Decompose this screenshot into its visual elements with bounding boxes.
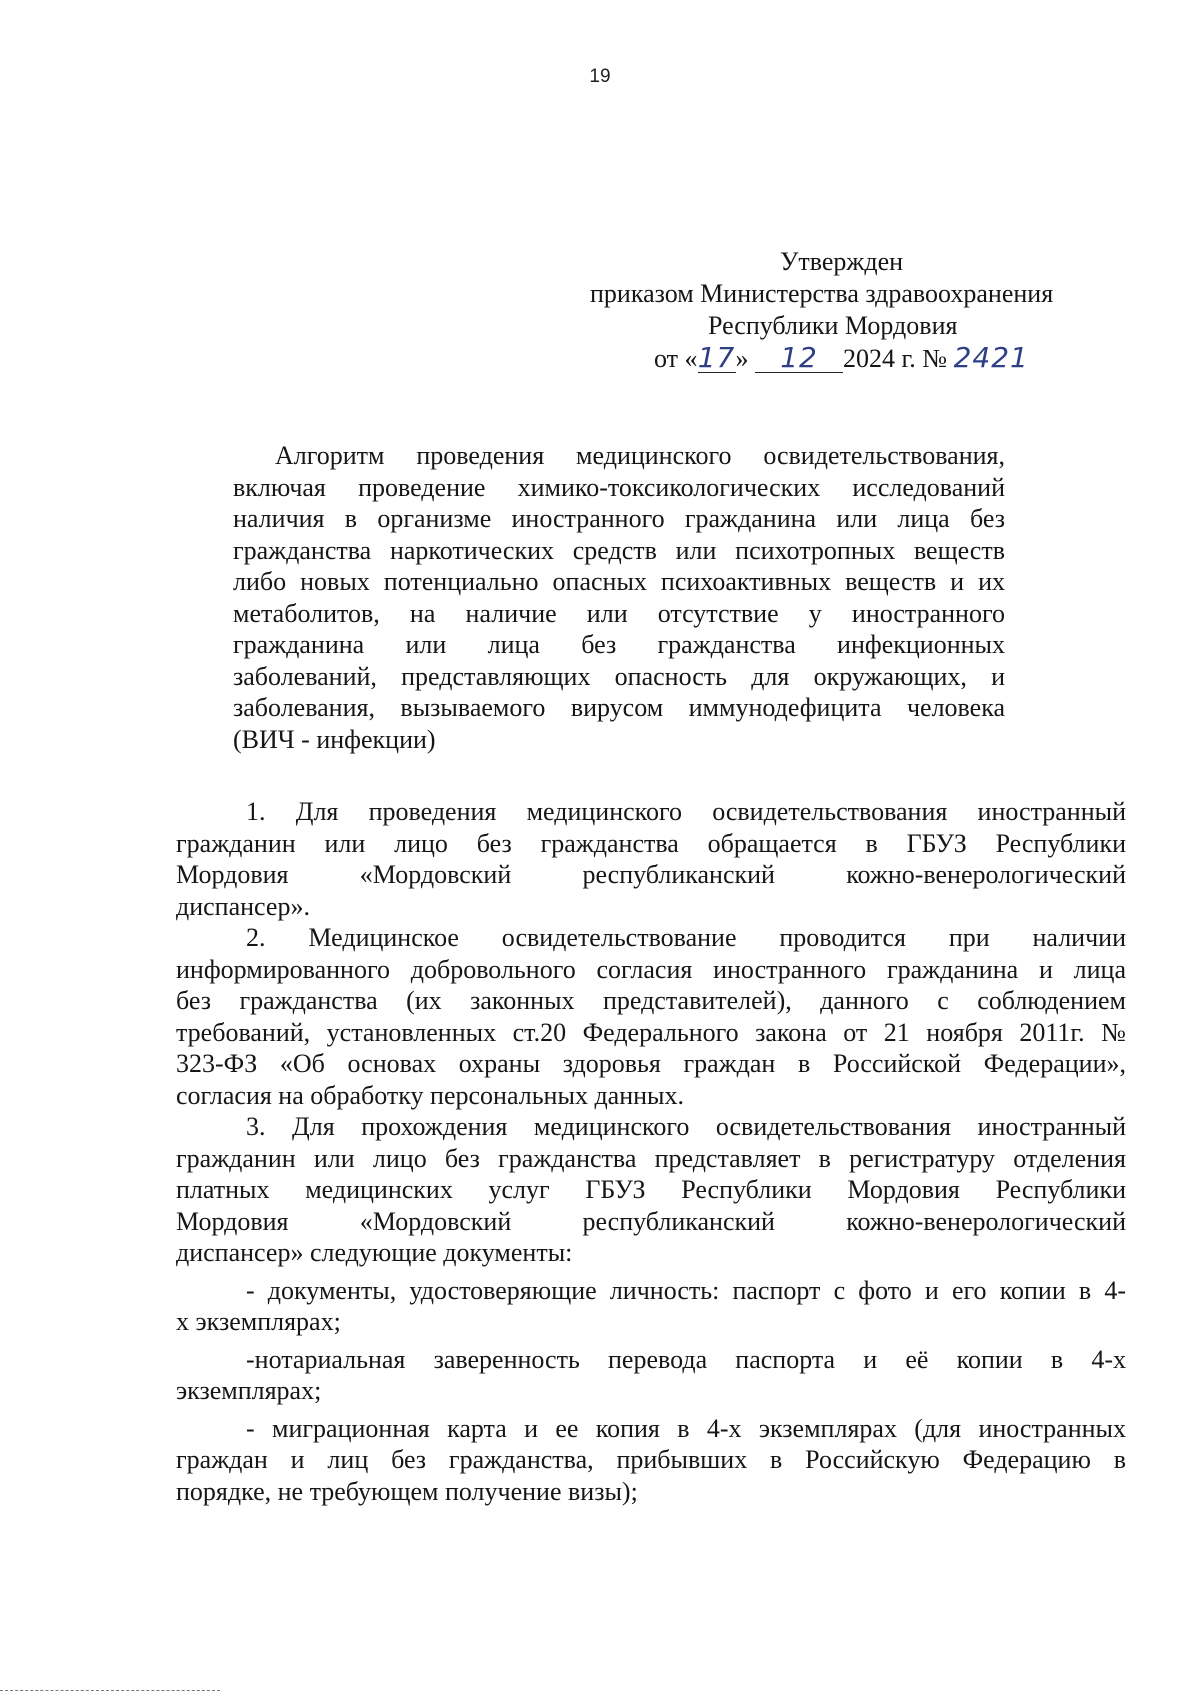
body-line: требований, установленных ст.20 Федерального закона от 21 ноября 2011г. № xyxy=(176,1017,1126,1047)
body-line: х экземплярах; xyxy=(176,1307,341,1336)
title-line: наличия в организме иностранного гражданина или лица без xyxy=(233,504,1005,533)
body-line: платных медицинских услуг ГБУЗ Республики Мордовия Республики xyxy=(176,1175,1126,1204)
approval-line-date xyxy=(560,342,1120,375)
body-line: 1. Для проведения медицинского освидетельствования иностранный xyxy=(246,797,1126,826)
title-line: заболеваний, представляющих опасность для окружающих, и xyxy=(233,661,1005,691)
body-line: порядке, не требующем получение визы); xyxy=(176,1476,638,1506)
title-line: либо новых потенциально опасных психоактивных веществ и их xyxy=(233,567,1005,596)
handwritten-day: 17 xyxy=(697,341,736,374)
body-line: экземплярах; xyxy=(176,1376,322,1405)
body-line: -нотариальная заверенность перевода паспорта и её копии в 4-х xyxy=(246,1344,1126,1374)
document-body xyxy=(176,796,1126,1507)
document-title xyxy=(233,440,1005,755)
body-line: без гражданства (их законных представителей), данного с соблюдением xyxy=(176,986,1126,1015)
body-line: - миграционная карта и ее копия в 4-х экземплярах (для иностранных xyxy=(246,1413,1126,1443)
body-line: информированного добровольного согласия иностранного гражданина и лица xyxy=(176,954,1126,984)
body-line: 3. Для прохождения медицинского освидетельствования иностранный xyxy=(246,1112,1126,1141)
list-item-migration-card xyxy=(176,1413,1126,1508)
body-line: диспансер». xyxy=(176,891,310,921)
approval-line-approved: Утвержден xyxy=(780,247,904,276)
title-line: Алгоритм проведения медицинского освидетельствования, xyxy=(275,441,1005,470)
body-line: диспансер» следующие документы: xyxy=(176,1238,573,1267)
list-item-notarized-translation xyxy=(176,1344,1126,1407)
body-line: 323-ФЗ «Об основах охраны здоровья граждан в Российской Федерации», xyxy=(176,1049,1126,1078)
date-month-field xyxy=(755,341,843,374)
body-line: гражданин или лицо без гражданства обращается в ГБУЗ Республики xyxy=(176,828,1126,858)
handwritten-month: 12 xyxy=(780,341,818,374)
title-line: включая проведение химико-токсикологических исследований xyxy=(233,472,1005,502)
title-line: гражданства наркотических средств или психотропных веществ xyxy=(233,535,1005,565)
footer-rule xyxy=(0,1690,220,1691)
title-line: (ВИЧ - инфекции) xyxy=(233,724,436,754)
approval-line-region: Республики Мордовия xyxy=(708,311,958,340)
body-line: - документы, удостоверяющие личность: паспорт с фото и его копии в 4- xyxy=(246,1275,1126,1305)
paragraph-3 xyxy=(176,1111,1126,1269)
title-line: заболевания, вызываемого вирусом иммунодефицита человека xyxy=(233,693,1005,722)
paragraph-1 xyxy=(176,796,1126,922)
body-line: Мордовия «Мордовский республиканский кожно-венерологический xyxy=(176,860,1126,889)
approval-block xyxy=(560,246,1120,375)
body-line: Мордовия «Мордовский республиканский кожно-венерологический xyxy=(176,1206,1126,1236)
paragraph-2 xyxy=(176,922,1126,1111)
date-year: 2024 г. № xyxy=(843,344,948,373)
approval-line-order: приказом Министерства здравоохранения xyxy=(590,279,1054,308)
date-prefix: от « xyxy=(654,344,698,373)
date-day-close: » xyxy=(735,344,749,373)
title-line: метаболитов, на наличие или отсутствие у иностранного xyxy=(233,598,1005,628)
handwritten-order-number: 2421 xyxy=(953,341,1029,374)
title-line: гражданина или лица без гражданства инфекционных xyxy=(233,630,1005,659)
body-line: гражданин или лицо без гражданства представляет в регистратуру отделения xyxy=(176,1143,1126,1173)
page-number: 19 xyxy=(589,66,611,87)
body-line: 2. Медицинское освидетельствование проводится при наличии xyxy=(246,923,1126,952)
date-day-field xyxy=(697,341,736,374)
list-item-identity-documents xyxy=(176,1275,1126,1338)
body-line: согласия на обработку персональных данных. xyxy=(176,1080,685,1110)
body-line: граждан и лиц без гражданства, прибывших в Российскую Федерацию в xyxy=(176,1445,1126,1474)
